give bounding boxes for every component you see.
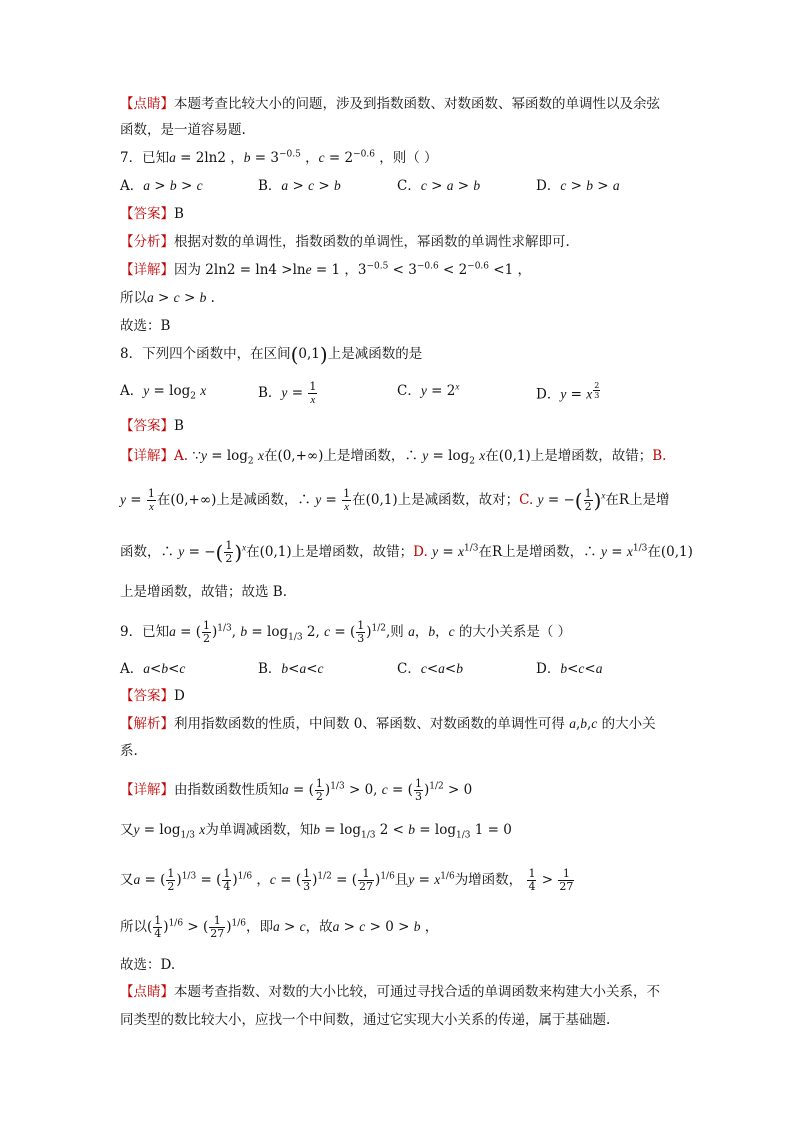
- q7-option-d: D．c > b > a: [536, 178, 620, 194]
- note-line: 函数，是一道容易题.: [120, 122, 246, 138]
- q8-stem: 8．下列四个函数中，在区间(0,1)上是减函数的是: [120, 342, 423, 367]
- q7-choose: 故选：B: [120, 318, 171, 334]
- q7-analysis: 【分析】根据对数的单调性，指数函数的单调性，幂函数的单调性求解即可.: [120, 234, 570, 250]
- q8-detail-4: 上是增函数，故错；故选 B.: [120, 584, 288, 600]
- q9-option-d: D．b<c<a: [536, 661, 603, 677]
- q8-detail-2: y = $\frac{1}{x}$ 在(0,+∞)上是减函数，∴ y = $\frac{1}{x}$ 在(0,1)上是减函数，故对；C. y = −( $\frac{1}{2}$ )$^x$在R上是增: [120, 487, 670, 513]
- q8-option-b: B．y = $\frac{1}{x}$: [258, 380, 317, 406]
- note-line: 同类型的数比较大小，应找一个中间数，通过它实现大小关系的传递，属于基础题.: [120, 1012, 611, 1028]
- q7-option-b: B．a > c > b: [258, 178, 341, 194]
- q7-detail: 【详解】因为 2ln2 = ln4 >lne = 1 ，$3^{-0.5} < 3^{-0.6} < 2^{-0.6} <1$ ，: [120, 261, 531, 278]
- q9-option-c: C．c<a<b: [397, 661, 463, 677]
- q9-detail-2: 又$y = \log_{1/3} x$为单调减函数，知$b = \log_{1/3} 2 < b = \log_{1/3} 1 = 0$: [120, 822, 512, 841]
- note-line: 【点睛】本题考查比较大小的问题，涉及到指数函数、对数函数、幂函数的单调性以及余弦: [120, 96, 660, 112]
- q8-answer: 【答案】B: [120, 418, 184, 434]
- q9-detail-4: 所以( $\frac{1}{4}$ )$^{1/6}$ > ( $\frac{1}{27}$ )$^{1/6}$，即a > c，故a > c > 0 > b ，: [120, 914, 439, 940]
- q9-detail-3: 又a = ( $\frac{1}{2}$ )$^{1/3}$ = ( $\frac{1}{4}$ )$^{1/6}$ ，c = ( $\frac{1}{3}$ )$^{1/2}$ = ( $\frac{1}{27}$ )$^{1/6}$且$y = x^{1/6}$为增函数， $\frac{1}{4}$ > $\frac{1}{27}$: [120, 867, 574, 893]
- q7-option-a: A．a > b > c: [120, 178, 203, 194]
- q9-option-b: B．b<a<c: [258, 661, 324, 677]
- q8-option-d: D．y = x $^{\frac{2}{3}}$: [536, 381, 600, 403]
- q7-answer: 【答案】B: [120, 206, 184, 222]
- q8-option-a: A．$y = \log_2 x$: [120, 383, 207, 402]
- q9-stem: 9．已知a = ( $\frac{1}{2}$ )$^{1/3}$, $b = \log_{1/3} 2$, c = ( $\frac{1}{3}$ )$^{1/2}$,则 a，b，c 的大小关系是（ ）: [120, 619, 572, 645]
- q9-detail-1: 【详解】由指数函数性质知a = ( $\frac{1}{2}$ )$^{1/3}$ > 0, c = ( $\frac{1}{3}$ )$^{1/2}$ > 0: [120, 777, 473, 803]
- q9-jiexi-2: 系.: [120, 743, 138, 759]
- q7-stem: 7．已知a = 2ln2 ，$b = 3^{-0.5}$ ，$c = 2^{-0.6}$ ，则（ ）: [120, 149, 438, 166]
- q7-option-c: C．c > a > b: [397, 178, 481, 194]
- q8-option-c: C．$y = 2^x$: [397, 381, 460, 399]
- note-line: 【点睛】本题考查指数、对数的大小比较，可通过寻找合适的单调函数来构建大小关系，不: [120, 984, 660, 1000]
- q8-detail-3: 函数，∴ y = −( $\frac{1}{2}$ )$^x$在(0,1)上是增函数，故错；D. $y = x^{1/3}$在R上是增函数，∴ $y = x^{1/3}$在(0,1): [120, 539, 693, 565]
- tag-dianjing: 【点睛】: [120, 96, 174, 112]
- q8-detail-1: 【详解】A. ∵y = $\log_2 x$在(0,+∞)上是增函数，∴ $y = \log_2 x$在(0,1)上是增函数，故错；B.: [120, 448, 667, 467]
- q9-answer: 【答案】D: [120, 688, 185, 704]
- q9-option-a: A．a<b<c: [120, 661, 186, 677]
- q9-jiexi-1: 【解析】利用指数函数的性质，中间数 0、幂函数、对数函数的单调性可得 a,b,c 的大小关: [120, 716, 656, 732]
- q7-conclusion: 所以a > c > b .: [120, 290, 215, 306]
- q9-choose: 故选：D.: [120, 957, 176, 973]
